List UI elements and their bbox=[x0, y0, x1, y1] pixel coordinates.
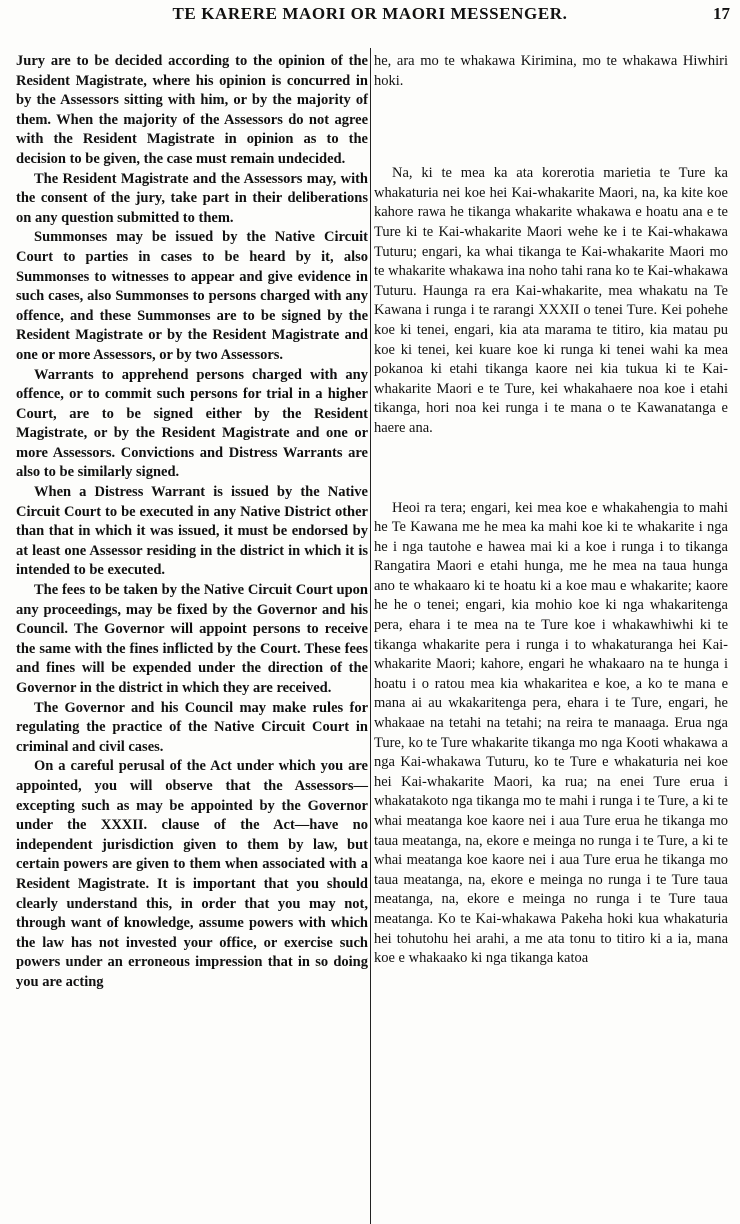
english-paragraph: When a Distress Warrant is issued by the Native Circuit Court to be executed in any Native District other than that in which it was issued, it must be endorsed by at least one Assessor residing in the district in which it is intended to be executed. bbox=[16, 484, 368, 579]
english-paragraph: On a careful perusal of the Act under which you are appointed, you will observe that the Assessors—excepting such as may be appointed by the Governor under the XXXII. clause of the Act—have no independent jurisdiction given to them by law, but certain powers are given to them when associated with a Resident Magistrate. It is important that you should clearly understand this, in order that you may not, through want of knowledge, assume powers with which the law has not invested your office, or exercise such powers under an erroneous impression that in so doing you are acting bbox=[16, 758, 368, 990]
english-paragraph: The fees to be taken by the Native Circuit Court upon any proceedings, may be fixed by the Governor and his Council. The Governor will appoint persons to receive the same with the fines inflicted by the Court. These fees and fines will be expended under the direction of the Governor in the district in which they are received. bbox=[16, 582, 368, 696]
maori-paragraph: he, ara mo te whakawa Kirimina, mo te whakawa Hiwhiri hoki. bbox=[374, 53, 728, 89]
column-spacer bbox=[374, 91, 728, 164]
maori-paragraph: Heoi ra tera; engari, kei mea koe e whakahengia to mahi he Te Kawana me he mea ka mahi koe ki te whakarite i nga he i nga tautohe e hawea mai ki a koe i runga i to tikanga Rangatira Maori e etahi hunga, me he mea na taua hunga ano te whakaaro ki te hoatu ki a koe mau e whakarite; kaore he he o tenei; engari, kia mohio koe ki nga whakaritenga pera, ehara i te mea na te Ture koe i whakawhiwhi ki te tikanga whakarite pera i runga i to whakaturanga hei Kai-whakarite Maori; kahore, engari he whakaaro na te hunga i hoatu i o ratou mea kia whakaritea e koe, a ko te mana e mana ai au wkakaritenga pera, ehara i te Ture, engari, he whakaae na tetahi na tetahi; na reira te manaaga. Erua nga Ture, ko te Ture whakarite tikanga mo nga Kooti whakawa a nga Kai-whakawa Tuturu, ko te Ture e whakaturia nei koe hei Kai-whakarite Maori, ka rua; na enei Ture erua i whakatakoto nga tikanga mo te mahi i runga i te Ture, a ki te whai meatanga koe kaore nei i aua Ture erua he tikanga mo taua meatanga, na, ekore e meinga no runga i te Ture, a ki te whai meatanga koe kaore nei i aua Ture erua he tikanga mo taua meatanga, na, ekore e meinga no runga i te Ture taua meatanga, na, ekore e meinga no runga i te Ture taua meatanga. Ko te Kai-whakawa Pakeha hoki kua whakaturia hei tohutohu hei arahi, a me ata tonu to titiro ki a ia, mana koe e whakaako ki nga tikanga katoa bbox=[374, 499, 728, 967]
column-spacer bbox=[374, 439, 728, 499]
column-divider bbox=[370, 48, 371, 1224]
maori-column bbox=[374, 52, 728, 969]
maori-paragraph: Na, ki te mea ka ata korerotia marietia te Ture ka whakaturia nei koe hei Kai-whakarite Maori, na, ka kite koe kahore rawa he tikanga whakarite whakawa e hoatu ana e te Ture ki te Kai-whakarite Maori wehe ke i te Kai-whakawa Tuturu; engari, ka whai tikanga te Kai-whakarite Maori mo te whakarite whakawa ina noho tahi rana ko te Kai-whakawa Tuturu. Haunga ra era Kai-whakarite, mea whakatu na Te Kawana i runga i te rarangi XXXII o tenei Ture. Kei pohehe koe ki tenei, engari, kia ata marama te titiro, kia matau pu koe ki tenei, kei kuare koe ki runga ki tenei wahi ka mea pokanoa ki etahi tikanga kaore nei kia tukua ki te Kai-whakarite Maori e te Ture, kei whakahaere noa koe i etahi tikanga, hori noa kei runga i te mana o te Kawanatanga e haere ana. bbox=[374, 165, 728, 436]
english-paragraph: Warrants to apprehend persons charged with any offence, or to commit such persons for trial in a higher Court, are to be signed either by the Resident Magistrate, or by the Resident Magistrate and one or more Assessors. Convictions and Distress Warrants are also to be similarly signed. bbox=[16, 366, 368, 481]
english-paragraph: The Governor and his Council may make rules for regulating the practice of the Native Circuit Court in criminal and civil cases. bbox=[16, 699, 368, 755]
english-paragraph: Jury are to be decided according to the opinion of the Resident Magistrate, where his opinion is concurred in by the Assessors sitting with him, or by the majority of them. When the majority of the Assessors do not agree with the Resident Magistrate in opinion as to the decision to be given, the case must remain undecided. bbox=[16, 53, 368, 167]
english-column bbox=[16, 52, 368, 993]
page-number: 17 bbox=[713, 4, 730, 23]
english-paragraph: Summonses may be issued by the Native Circuit Court to parties in cases to be heard by it, also Summonses to witnesses to appear and give evidence in such cases, also Summonses to persons charged with any offence, and these Summonses are to be signed by the Resident Magistrate or by the Resident Magistrate and one or more Assessors, or by two Assessors. bbox=[16, 229, 368, 363]
running-title: TE KARERE MAORI OR MAORI MESSENGER. bbox=[172, 4, 568, 23]
english-paragraph: The Resident Magistrate and the Assessors may, with the consent of the jury, take part in their deliberations on any question submitted to them. bbox=[16, 170, 368, 226]
page-header bbox=[0, 4, 740, 30]
